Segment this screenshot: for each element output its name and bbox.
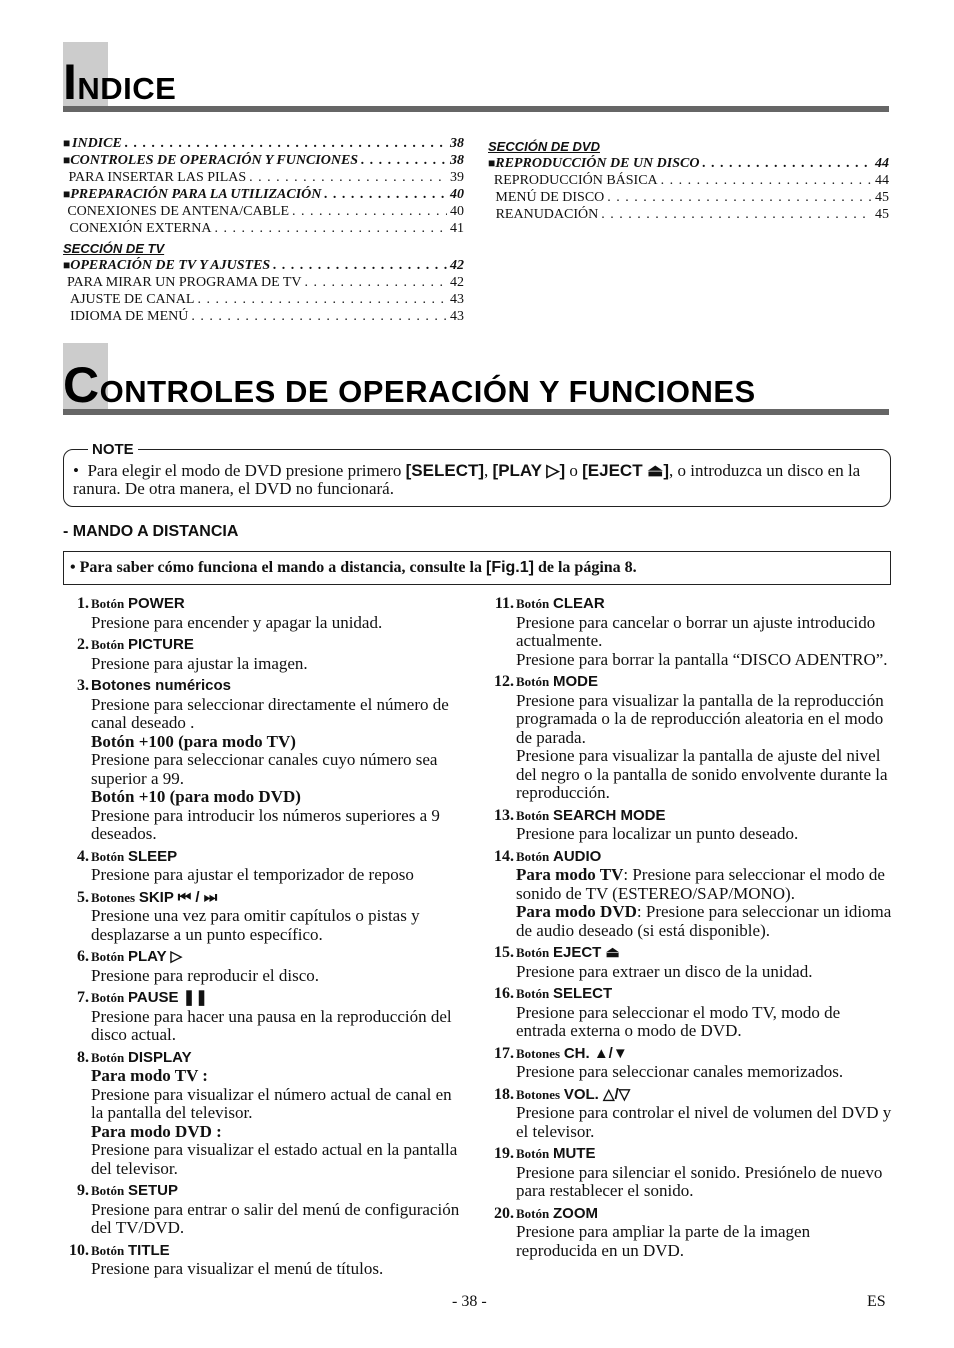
toc-leader-dots — [125, 135, 447, 152]
item-number: 6. — [77, 948, 89, 965]
toc-entry-page: 45 — [875, 190, 889, 205]
control-item — [488, 807, 892, 844]
toc-entry-label: PARA MIRAR UN PROGRAMA DE TV — [66, 275, 302, 290]
toc-entry-page: 43 — [450, 292, 464, 307]
item-subheading: Para modo DVD : — [91, 1121, 222, 1141]
item-title — [516, 848, 892, 867]
control-item — [63, 1242, 467, 1279]
toc-section-heading: SECCIÓN DE TV — [63, 241, 165, 256]
page-number: - 38 - — [452, 1293, 487, 1310]
toc-entry-page: 44 — [875, 173, 889, 188]
item-number: 12. — [494, 673, 514, 690]
toc-entry — [488, 189, 889, 206]
toc-entry-label: CONTROLES DE OPERACIÓN Y FUNCIONES — [70, 153, 359, 168]
toc-entry-label: OPERACIÓN DE TV Y AJUSTES — [70, 258, 271, 273]
item-key-name: MUTE — [552, 1145, 596, 1162]
toc-entry-page: 44 — [875, 156, 889, 171]
toc-bullet: ■ — [63, 187, 71, 201]
item-mode-label: Para modo DVD — [516, 902, 637, 921]
item-number: 3. — [77, 677, 89, 694]
item-number: 20. — [494, 1204, 514, 1222]
toc-leader-dots — [197, 291, 447, 308]
item-key-name: POWER — [127, 595, 185, 612]
toc-left-column — [63, 135, 464, 325]
item-description: Presione una vez para omitir capítulos o pistas y desplazarse a un punto específico. — [91, 906, 420, 944]
toc-entry-page: 38 — [450, 153, 464, 168]
toc-entry-page: 42 — [450, 275, 464, 290]
toc-entry-page: 39 — [450, 170, 464, 185]
item-key-name: CH. ▲/▼ — [563, 1044, 628, 1062]
toc-leader-dots — [361, 152, 447, 169]
toc-entry-page: 40 — [450, 187, 464, 202]
item-title — [516, 1086, 892, 1105]
item-title — [91, 848, 467, 867]
toc-entry — [63, 169, 464, 186]
toc-entry — [63, 308, 464, 325]
control-item — [63, 1049, 467, 1179]
toc-entry-label: CONEXIÓN EXTERNA — [69, 221, 212, 236]
item-title — [516, 944, 892, 963]
item-description: Presione para ajustar la imagen. — [91, 653, 308, 673]
item-number: 14. — [494, 847, 514, 865]
toc-entry — [63, 274, 464, 291]
toc-leader-dots — [249, 169, 447, 186]
item-number: 2. — [77, 636, 89, 653]
toc-leader-dots — [305, 274, 447, 291]
item-mode-desc: : Presione para seleccionar el modo de sonido de TV (ESTEREO/SAP/MONO). — [516, 865, 885, 903]
item-description: Presione para cancelar o borrar un ajuste introducido actualmente. — [516, 612, 876, 650]
mando-heading: - MANDO A DISTANCIA — [63, 523, 239, 540]
control-item — [488, 848, 892, 941]
item-mode-label: Para modo TV — [516, 865, 624, 884]
item-title — [91, 595, 467, 614]
item-description: Presione para hacer una pausa en la reproducción del disco actual. — [91, 1006, 452, 1044]
control-item — [63, 948, 467, 985]
item-title-prefix: Botón — [91, 1242, 125, 1258]
toc-leader-dots — [292, 203, 447, 220]
item-number: 7. — [77, 989, 89, 1006]
item-title — [91, 948, 467, 967]
item-key-name: EJECT ⏏ — [552, 944, 620, 961]
toc-entry-page: 42 — [450, 258, 464, 273]
toc-leader-dots — [191, 308, 447, 325]
toc-section-heading: SECCIÓN DE DVD — [488, 139, 600, 154]
item-key-name: DISPLAY — [127, 1048, 192, 1066]
item-title — [91, 889, 467, 908]
toc-bullet: ■ — [63, 136, 71, 150]
item-description: Presione para visualizar la pantalla de ajuste del nivel del negro o la pantalla de sonido envolvente durante la reproducción. — [516, 746, 888, 802]
item-title — [91, 989, 467, 1008]
item-number: 5. — [77, 888, 89, 906]
item-title — [516, 1145, 892, 1164]
item-number: 8. — [77, 1048, 89, 1066]
item-title-prefix: Botón — [91, 1183, 125, 1198]
item-subheading: Para modo TV : — [91, 1066, 208, 1085]
item-number: 16. — [494, 985, 514, 1002]
toc-entry — [488, 172, 889, 189]
control-item — [488, 1145, 892, 1201]
control-item — [488, 673, 892, 803]
item-key-name: SKIP ⏮ / ⏭ — [138, 888, 218, 906]
item-title-prefix: Botón — [91, 990, 125, 1005]
item-key-name: SLEEP — [127, 847, 178, 865]
item-title-prefix: Botón — [91, 637, 125, 652]
item-title-prefix: Botón — [516, 848, 550, 864]
item-number: 19. — [494, 1145, 514, 1162]
item-number: 13. — [494, 806, 514, 824]
item-title-prefix: Botón — [516, 986, 550, 1001]
item-number: 1. — [77, 595, 89, 612]
toc-right-column — [488, 135, 889, 223]
item-title — [516, 807, 892, 826]
toc-entry — [63, 291, 464, 308]
toc-entry — [63, 152, 464, 169]
item-title — [91, 1182, 467, 1201]
toc-entry-page: 40 — [450, 204, 464, 219]
item-subheading: Botón +10 (para modo DVD) — [91, 787, 301, 806]
item-title-prefix: Botón — [516, 1205, 550, 1221]
item-title-prefix: Botón — [91, 848, 125, 864]
item-title — [91, 1049, 467, 1068]
item-description: Presione para ampliar la parte de la imagen reproducida en un DVD. — [516, 1222, 811, 1260]
toc-entry-page: 38 — [450, 136, 464, 151]
toc-entry-page: 41 — [450, 221, 464, 236]
toc-bullet: ■ — [63, 153, 71, 167]
toc-leader-dots — [273, 257, 447, 274]
item-description: Presione para seleccionar directamente el número de canal deseado . — [91, 694, 449, 732]
toc-entry — [63, 203, 464, 220]
toc-bullet: ■ — [63, 258, 71, 272]
item-key-name: ZOOM — [552, 1204, 598, 1222]
item-number: 18. — [494, 1085, 514, 1103]
item-key-name: SETUP — [127, 1182, 178, 1199]
control-item — [488, 1205, 892, 1261]
item-number: 10. — [69, 1241, 89, 1259]
toc-entry-page: 43 — [450, 309, 464, 324]
item-description: Presione para encender y apagar la unidad. — [91, 612, 383, 632]
controles-title: CONTROLES DE OPERACIÓN Y FUNCIONES — [63, 357, 756, 413]
item-key-name: CLEAR — [552, 595, 605, 612]
item-title-prefix: Botón — [516, 596, 550, 611]
item-title-prefix: Botón — [516, 807, 550, 823]
toc-entry-label: IDIOMA DE MENÚ — [70, 309, 189, 324]
toc-entry — [63, 186, 464, 203]
toc-leader-dots — [214, 220, 447, 237]
item-mode-text — [516, 866, 892, 903]
item-title-prefix: Botón — [91, 596, 125, 611]
note-play-key: [PLAY ▷] — [492, 461, 566, 480]
item-title-prefix: Botón — [516, 945, 550, 960]
item-description: Presione para seleccionar canales cuyo número sea superior a 99. — [91, 750, 438, 788]
toc-entry — [63, 257, 464, 274]
control-item — [63, 848, 467, 885]
toc-leader-dots — [607, 189, 872, 206]
item-number: 17. — [494, 1044, 514, 1062]
item-description: Presione para visualizar el estado actual en la pantalla del televisor. — [91, 1140, 458, 1178]
item-description: Presione para reproducir el disco. — [91, 965, 319, 985]
control-item — [63, 677, 467, 844]
item-number: 11. — [494, 595, 514, 612]
item-title — [516, 673, 892, 692]
toc-entry-label: REANUDACIÓN — [495, 207, 599, 222]
item-title — [91, 1242, 467, 1261]
item-description: Presione para controlar el nivel de volumen del DVD y el televisor. — [516, 1103, 892, 1141]
control-item — [488, 1086, 892, 1142]
control-item — [63, 889, 467, 945]
toc-entry-label: INDICE — [72, 136, 122, 151]
item-title-prefix: Botones — [516, 1045, 561, 1061]
item-description: Presione para seleccionar el modo TV, modo de entrada externa o modo de DVD. — [516, 1002, 841, 1040]
item-title-prefix: Botón — [91, 949, 125, 964]
toc-entry-label: PARA INSERTAR LAS PILAS — [68, 170, 247, 185]
item-title — [516, 1205, 892, 1224]
item-key-name: AUDIO — [552, 847, 602, 865]
note-text: • Para elegir el modo de DVD presione primero [SELECT], [PLAY ▷] o [EJECT ⏏], o introduzca un disco en la ranura. De otra manera, el DVD no funcionará. — [73, 461, 861, 498]
item-key-name: TITLE — [127, 1241, 170, 1259]
toc-entry-label: REPRODUCCIÓN BÁSICA — [493, 173, 658, 188]
toc-entry — [488, 206, 889, 223]
item-description: Presione para entrar o salir del menú de configuración del TV/DVD. — [91, 1199, 460, 1237]
control-item — [63, 1182, 467, 1238]
indice-header-rule — [63, 106, 889, 112]
toc-entry-page: 45 — [875, 207, 889, 222]
item-number: 4. — [77, 847, 89, 865]
item-number: 9. — [77, 1182, 89, 1199]
note-eject-key: [EJECT ⏏] — [582, 461, 670, 480]
toc-entry — [488, 155, 889, 172]
item-description: Presione para extraer un disco de la unidad. — [516, 961, 813, 981]
item-description: Presione para visualizar el menú de títulos. — [91, 1259, 384, 1278]
item-key-name: SELECT — [552, 985, 613, 1002]
item-title — [91, 677, 467, 696]
item-description: Presione para silenciar el sonido. Presiónelo de nuevo para restablecer el sonido. — [516, 1162, 883, 1200]
item-key-name: Botones numéricos — [91, 677, 232, 694]
item-key-name: SEARCH MODE — [552, 806, 666, 824]
item-subheading: Botón +100 (para modo TV) — [91, 731, 296, 751]
control-item — [63, 989, 467, 1045]
toc-leader-dots — [601, 206, 872, 223]
control-item — [63, 595, 467, 632]
toc-entry — [63, 135, 464, 152]
item-mode-text — [516, 903, 892, 940]
items-left-column — [63, 595, 467, 1283]
item-key-name: VOL. △/▽ — [563, 1085, 631, 1103]
item-number: 15. — [494, 944, 514, 961]
items-right-column — [488, 595, 892, 1264]
item-title-prefix: Botón — [516, 1146, 550, 1161]
toc-bullet: ■ — [488, 156, 496, 170]
item-description: Presione para introducir los números superiores a 9 deseados. — [91, 805, 440, 843]
toc-leader-dots — [702, 155, 872, 172]
toc-entry-label: REPRODUCCIÓN DE UN DISCO — [495, 156, 700, 171]
item-title — [91, 636, 467, 655]
toc-entry-label: PREPARACIÓN PARA LA UTILIZACIÓN — [70, 187, 322, 202]
item-description: Presione para ajustar el temporizador de reposo — [91, 865, 414, 884]
item-key-name: MODE — [552, 673, 598, 690]
control-item — [488, 1045, 892, 1082]
toc-entry-label: AJUSTE DE CANAL — [69, 292, 195, 307]
toc-entry — [63, 220, 464, 237]
item-title — [516, 595, 892, 614]
note-title: NOTE — [88, 441, 138, 458]
item-title-prefix: Botones — [516, 1086, 561, 1102]
item-description: Presione para visualizar la pantalla de la reproducción programada o la de reproducción aleatoria en el modo de parada. — [516, 690, 884, 747]
item-title-prefix: Botón — [91, 1049, 125, 1065]
note-select-key: [SELECT] — [405, 461, 485, 480]
toc-entry-label: MENÚ DE DISCO — [495, 190, 605, 205]
item-key-name: PLAY ▷ — [127, 948, 183, 965]
control-item — [488, 985, 892, 1041]
item-title-prefix: Botones — [91, 889, 136, 905]
item-description: Presione para borrar la pantalla “DISCO ADENTRO”. — [516, 649, 888, 669]
item-key-name: PAUSE ❚❚ — [127, 989, 208, 1006]
toc-leader-dots — [324, 186, 447, 203]
language-code: ES — [867, 1293, 886, 1310]
item-title-prefix: Botón — [516, 674, 550, 689]
control-item — [488, 595, 892, 669]
item-key-name: PICTURE — [127, 636, 194, 653]
item-title — [516, 985, 892, 1004]
mando-reference-text: • Para saber cómo funciona el mando a distancia, consulte la [Fig.1] de la página 8. — [70, 559, 637, 576]
item-mode-desc: : Presione para seleccionar un idioma de audio deseado (si está disponible). — [516, 902, 892, 940]
toc-leader-dots — [661, 172, 872, 189]
item-description: Presione para visualizar el número actual de canal en la pantalla del televisor. — [91, 1084, 452, 1122]
item-title — [516, 1045, 892, 1064]
toc-entry-label: CONEXIONES DE ANTENA/CABLE — [67, 204, 289, 219]
indice-title: INDICE — [63, 54, 177, 110]
control-item — [488, 944, 892, 981]
control-item — [63, 636, 467, 673]
item-description: Presione para localizar un punto deseado. — [516, 824, 799, 843]
item-description: Presione para seleccionar canales memorizados. — [516, 1062, 844, 1081]
